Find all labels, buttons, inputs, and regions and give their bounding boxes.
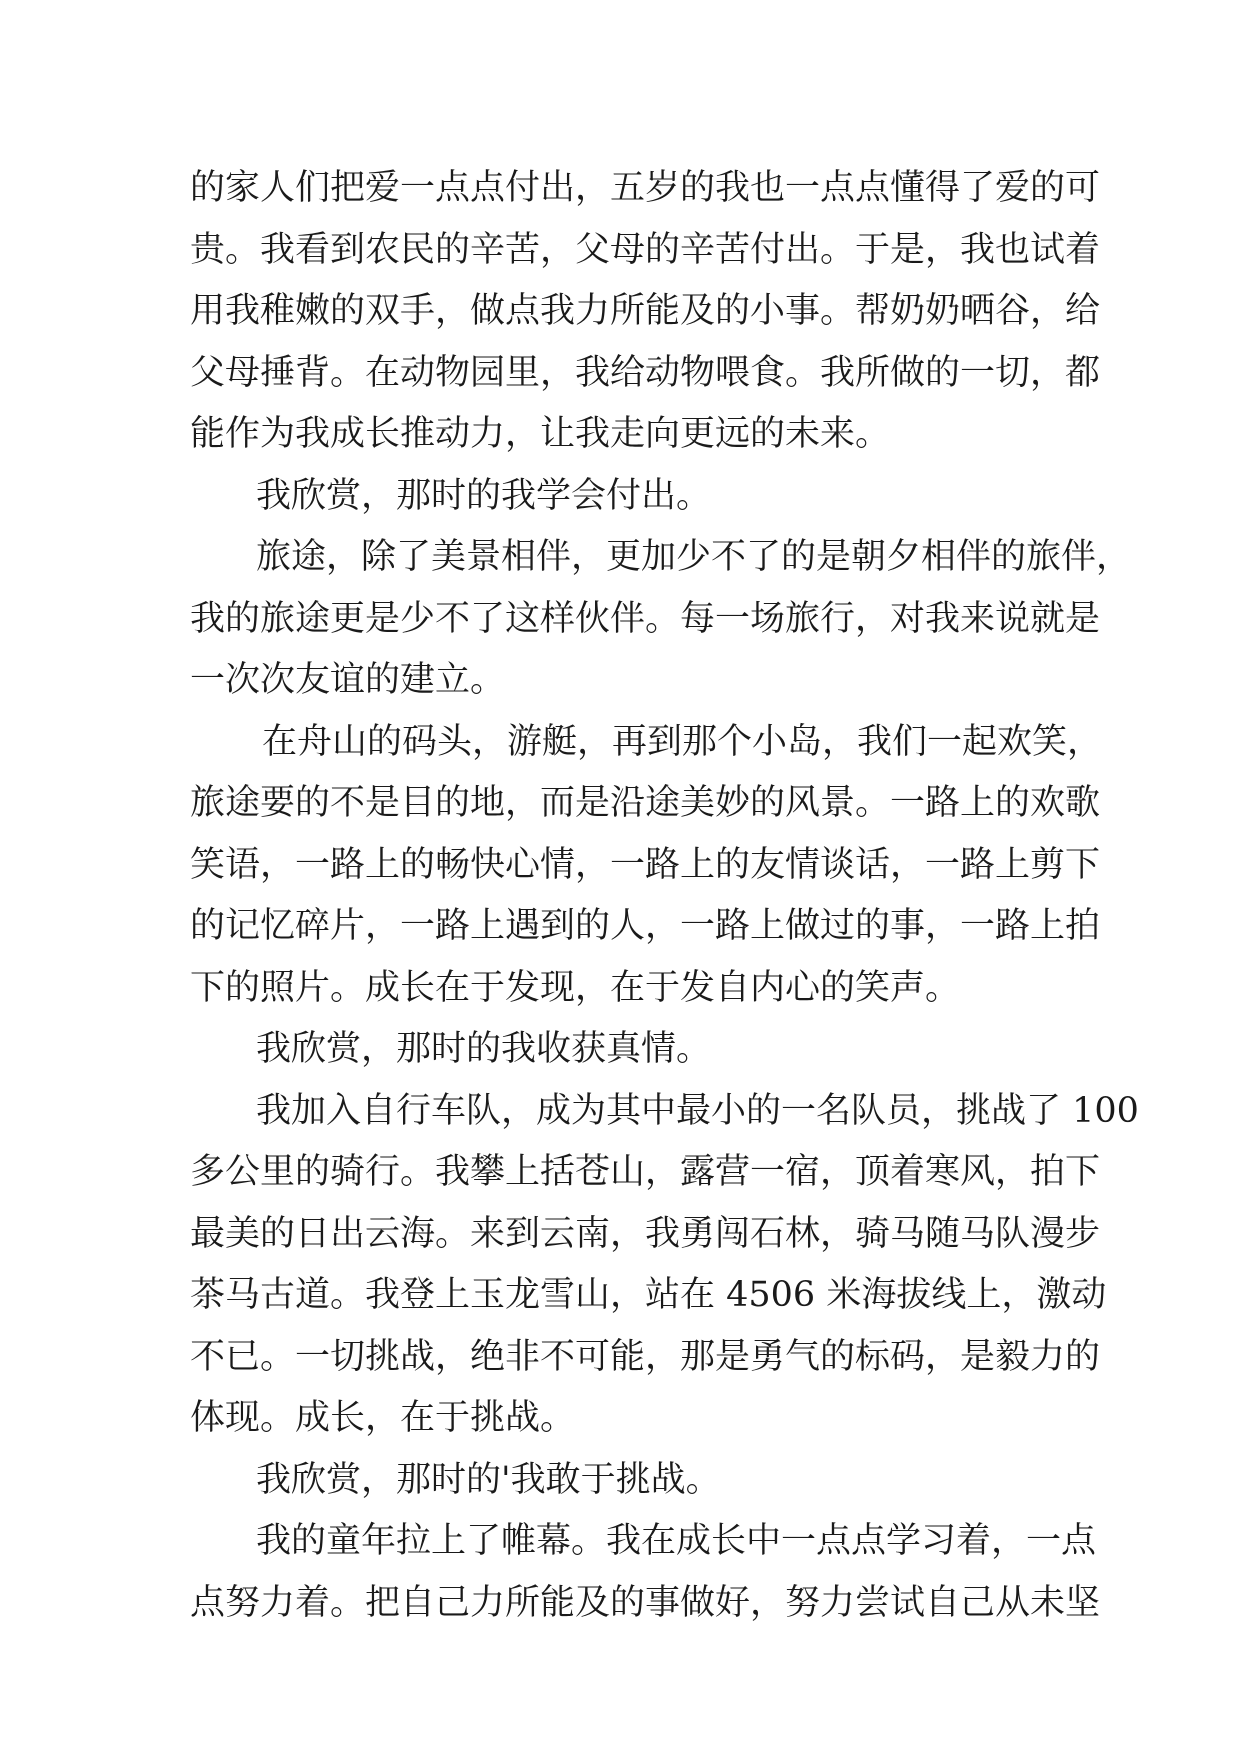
text-line: 我的童年拉上了帷幕。我在成长中一点点学习着，一点	[256, 1521, 1097, 1561]
text-line: 旅途，除了美景相伴，更加少不了的是朝夕相伴的旅伴，	[256, 537, 1132, 577]
text-line: 不已。一切挑战，绝非不可能，那是勇气的标码，是毅力的	[190, 1336, 1101, 1377]
text-line: 贵。我看到农民的辛苦，父母的辛苦付出。于是，我也试着	[190, 229, 1101, 270]
text-line: 能作为我成长推动力，让我走向更远的未来。	[190, 414, 891, 454]
text-line: 最美的日出云海。来到云南，我勇闯石林，骑马随马队漫步	[190, 1213, 1101, 1254]
text-line: 我欣赏，那时的'我敢于挑战。	[256, 1459, 721, 1500]
text-line: 旅途要的不是目的地，而是沿途美妙的风景。一路上的欢歌	[190, 783, 1101, 823]
text-line: 茶马古道。我登上玉龙雪山，站在 4506 米海拔线上，激动	[190, 1275, 1107, 1315]
text-line: 我欣赏，那时的我学会付出。	[256, 475, 712, 516]
text-line: 下的照片。成长在于发现，在于发自内心的笑声。	[190, 967, 961, 1008]
text-line: 父母捶背。在动物园里，我给动物喂食。我所做的一切，都	[190, 352, 1101, 393]
text-line: 多公里的骑行。我攀上括苍山，露营一宿，顶着寒风，拍下	[190, 1152, 1101, 1192]
text-line: 体现。成长，在于挑战。	[190, 1398, 576, 1438]
text-line: 笑语，一路上的畅快心情，一路上的友情谈话，一路上剪下	[190, 844, 1101, 885]
text-line: 我欣赏，那时的我收获真情。	[256, 1029, 712, 1069]
text-line: 的记忆碎片，一路上遇到的人，一路上做过的事，一路上拍	[190, 906, 1101, 946]
text-line: 的家人们把爱一点点付出，五岁的我也一点点懂得了爱的可	[190, 168, 1101, 208]
text-line: 在舟山的码头，游艇，再到那个小岛，我们一起欢笑，	[262, 721, 1103, 762]
body-text	[190, 158, 1139, 1634]
text-line: 我加入自行车队，成为其中最小的一名队员，挑战了 100	[256, 1090, 1139, 1131]
text-line: 用我稚嫩的双手，做点我力所能及的小事。帮奶奶晒谷，给	[190, 291, 1101, 331]
text-line: 我的旅途更是少不了这样伙伴。每一场旅行，对我来说就是	[190, 598, 1101, 639]
text-line: 一次次友谊的建立。	[190, 660, 506, 700]
text-line: 点努力着。把自己力所能及的事做好，努力尝试自己从未坚	[190, 1582, 1101, 1623]
